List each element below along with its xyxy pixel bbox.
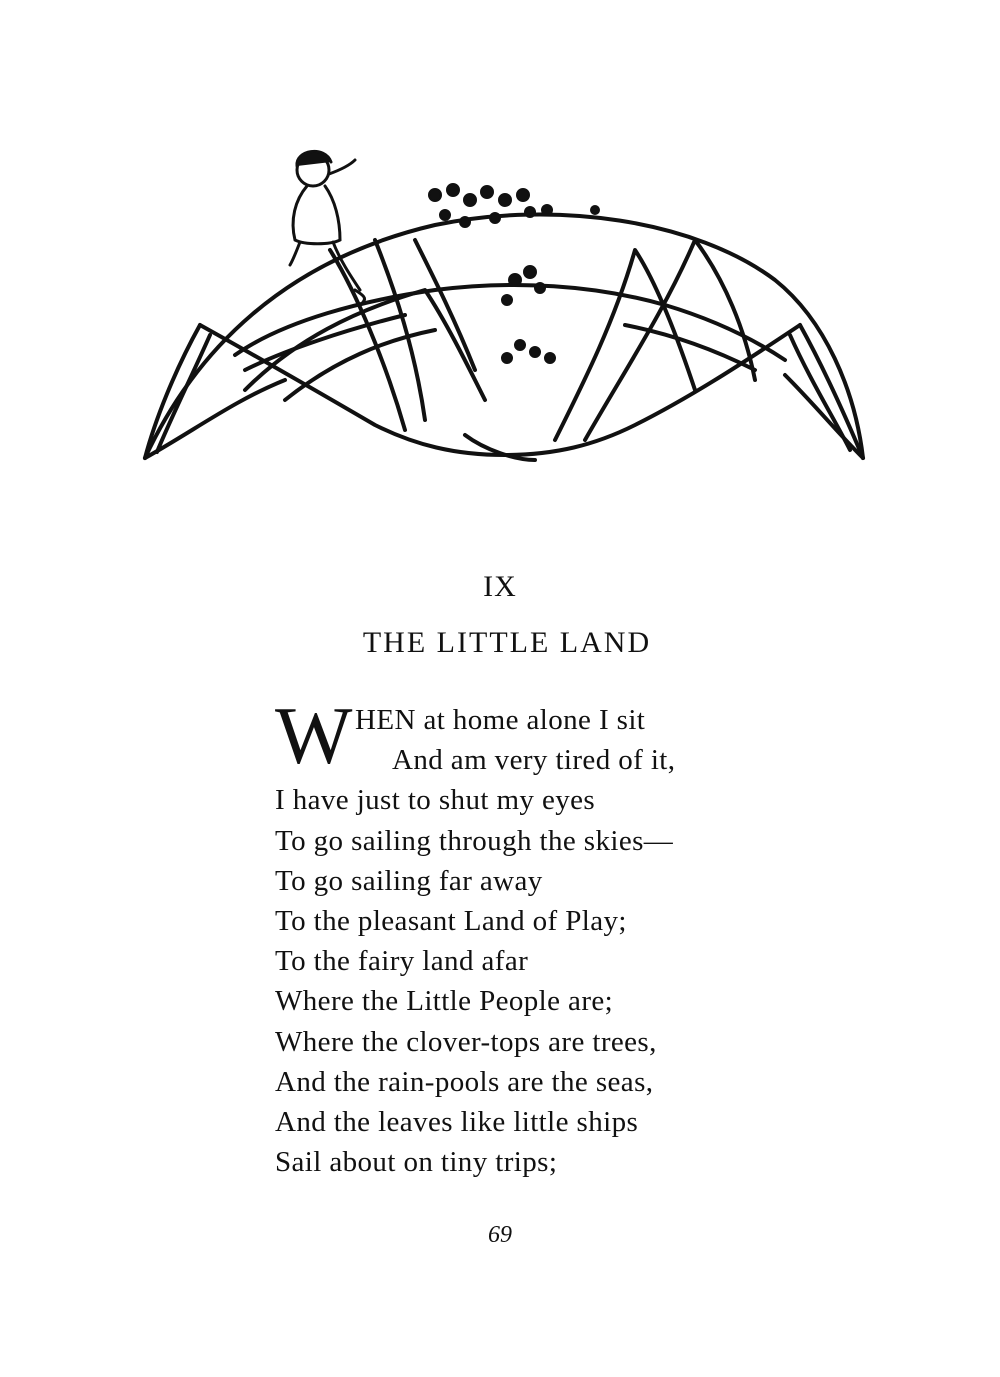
poem-line: Sail about on tiny trips;: [275, 1146, 558, 1179]
poem-line: And am very tired of it,: [392, 744, 676, 777]
poem-line: Where the Little People are;: [275, 985, 614, 1018]
poem-line: I have just to shut my eyes: [275, 784, 596, 817]
poem: [275, 690, 795, 1182]
chapter-number: IX: [483, 570, 517, 603]
poem-line: To the pleasant Land of Play;: [275, 905, 627, 938]
poem-line: And the leaves like little ships: [275, 1106, 639, 1139]
chapter-title: THE LITTLE LAND: [362, 626, 652, 659]
page-number: 69: [488, 1222, 512, 1248]
poem-line: To the fairy land afar: [275, 945, 529, 978]
poem-line: Where the clover-tops are trees,: [275, 1025, 657, 1058]
poem-line: To go sailing far away: [275, 864, 543, 897]
poem-line: To go sailing through the skies—: [275, 824, 674, 857]
boy-on-leaf-boat-illustration: [135, 140, 870, 470]
drop-cap: W: [275, 690, 353, 781]
poem-line-text: HEN at home alone I sit: [355, 704, 646, 736]
poem-line: And the rain-pools are the seas,: [275, 1065, 654, 1098]
